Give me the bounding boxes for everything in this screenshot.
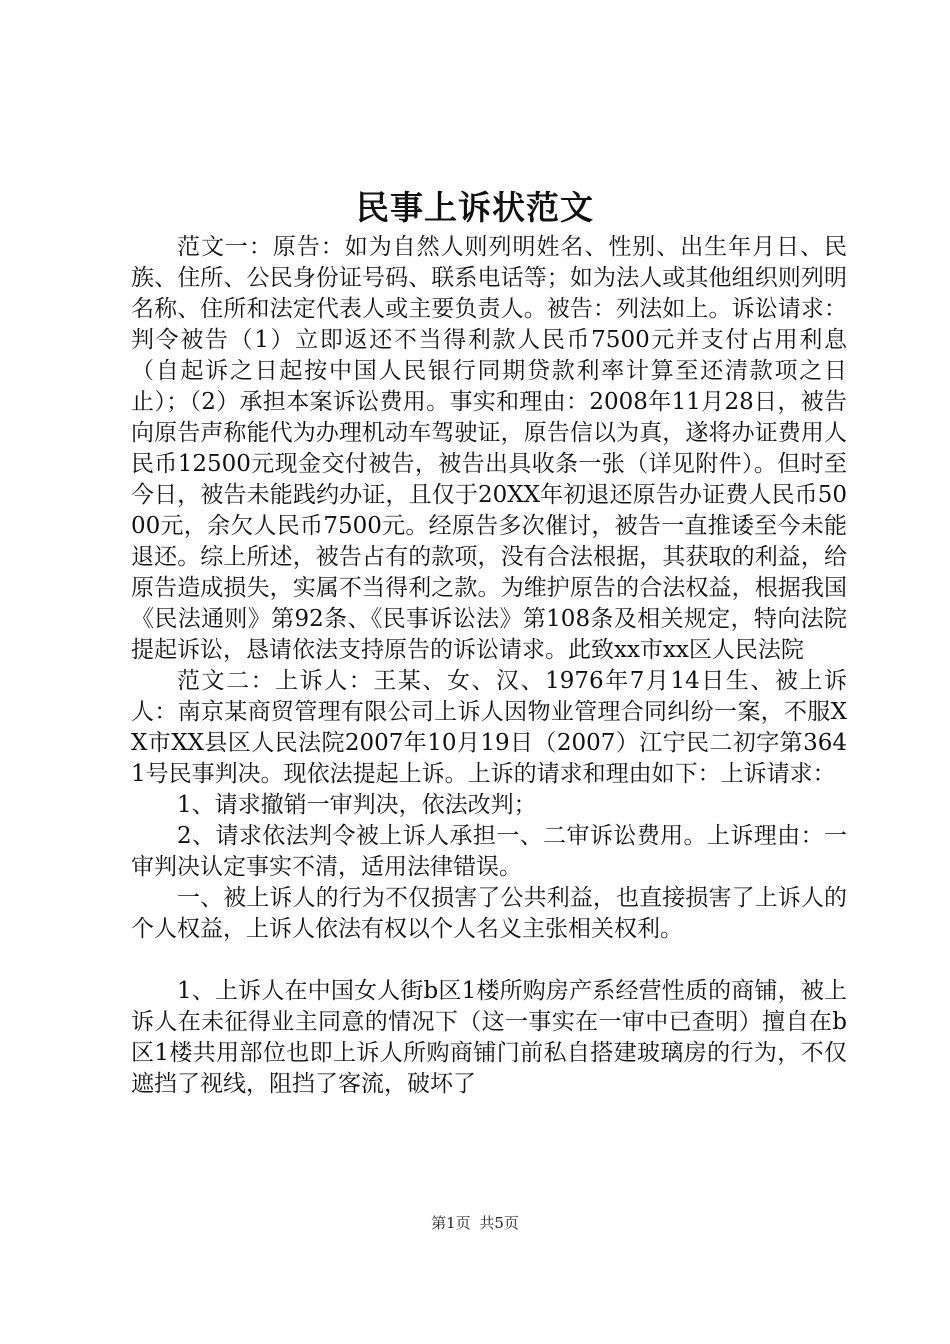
document-title: 民事上诉状范文 [356, 188, 594, 227]
document-body [131, 232, 847, 1100]
paragraph-reason-one: 一、被上诉人的行为不仅损害了公共利益，也直接损害了上诉人的个人权益，上诉人依法有权以个人名义主张相关权利。 [131, 885, 847, 942]
paragraph-sample-one: 范文一：原告：如为自然人则列明姓名、性别、出生年月日、民族、住所、公民身份证号码、联系电话等；如为法人或其他组织则列明名称、住所和法定代表人或主要负责人。被告：列法如上。诉讼请求：判令被告（1）立即返还不当得利款人民币7500元并支付占用利息（自起诉之日起按中国人民银行同期贷款利率计算至还清款项之日止）；（2）承担本案诉讼费用。事实和理由：2008年11月28日，被告向原告声称能代为办理机动车驾驶证，原告信以为真，遂将办证费用人民币12500元现金交付被告，被告出具收条一张（详见附件）。但时至今日，被告未能践约办证，且仅于20XX年初退还原告办证费人民币5000元，余欠人民币7500元。经原告多次催讨，被告一直推诿至今未能退还。综上所述，被告占有的款项，没有合法根据，其获取的利益，给原告造成损失，实属不当得利之款。为维护原告的合法权益，根据我国《民法通则》第92条、《民事诉讼法》第108条及相关规定，特向法院提起诉讼，恳请依法支持原告的诉讼请求。此致xx市xx区人民法院 [131, 234, 847, 663]
page-number: 第1页 [431, 1214, 471, 1232]
paragraph-sample-two: 范文二：上诉人：王某、女、汉、1976年7月14日生、被上诉人：南京某商贸管理有限公司上诉人因物业管理合同纠纷一案，不服XX市XX县区人民法院2007年10月19日（2007）江宁民二初字第3641号民事判决。现依法提起上诉。上诉的请求和理由如下：上诉请求： [131, 668, 847, 787]
paragraph-request-one: 1、请求撤销一审判决，依法改判； [177, 792, 537, 818]
page-total: 共5页 [479, 1214, 519, 1232]
page-footer [0, 1213, 950, 1233]
paragraph-reason-detail: 1、上诉人在中国女人街b区1楼所购房产系经营性质的商铺，被上诉人在未征得业主同意的情况下（这一事实在一审中已查明）擅自在b区1楼共用部位也即上诉人所购商铺门前私自搭建玻璃房的行为，不仅遮挡了视线，阻挡了客流，破坏了 [131, 978, 847, 1097]
paragraph-request-two: 2、请求依法判令被上诉人承担一、二审诉讼费用。上诉理由：一审判决认定事实不清，适用法律错误。 [131, 823, 847, 880]
